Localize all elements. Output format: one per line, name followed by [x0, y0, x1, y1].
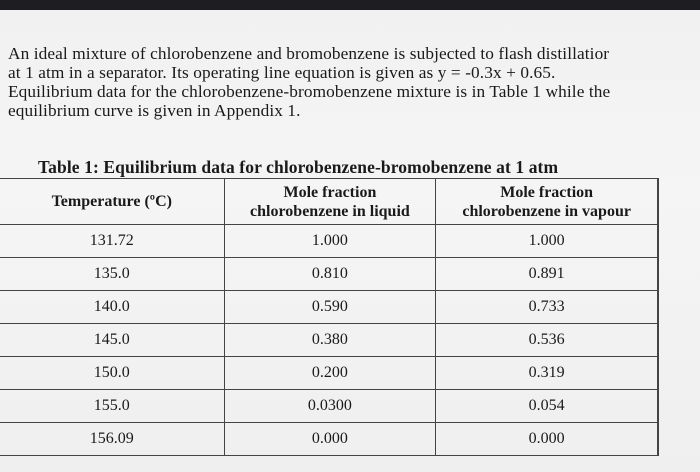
header-vapour-line2: chlorobenzene in vapour	[462, 202, 631, 220]
cell-vapour: 0.536	[436, 324, 658, 357]
problem-line: An ideal mixture of chlorobenzene and bromobenzene is subjected to flash distillatior	[8, 44, 610, 63]
header-liquid-line2: chlorobenzene in liquid	[250, 202, 410, 220]
table-row	[0, 225, 658, 258]
table-row	[0, 291, 658, 324]
header-vapour-line1: Mole fraction	[500, 183, 594, 201]
table-row	[0, 357, 658, 390]
cell-temperature: 150.0	[0, 357, 224, 390]
cell-temperature: 135.0	[0, 258, 224, 291]
problem-line: Equilibrium data for the chlorobenzene-bromobenzene mixture is in Table 1 while the	[8, 82, 611, 101]
equilibrium-table	[0, 178, 659, 456]
header-temperature-label: Temperature (ºC)	[51, 193, 172, 210]
cell-liquid: 0.0300	[224, 390, 436, 423]
table-row	[0, 324, 658, 357]
table-row	[0, 390, 658, 423]
table-caption: Table 1: Equilibrium data for chlorobenzene-bromobenzene at 1 atm	[38, 157, 559, 177]
cell-temperature: 131.72	[0, 225, 224, 258]
cell-temperature: 156.09	[0, 423, 224, 456]
cell-liquid: 0.590	[224, 291, 436, 324]
table-row	[0, 258, 658, 291]
cell-vapour: 0.000	[436, 423, 658, 456]
cell-vapour: 0.733	[436, 291, 658, 324]
problem-line: equilibrium curve is given in Appendix 1.	[8, 101, 301, 120]
cell-vapour: 0.319	[436, 357, 658, 390]
top-bezel	[0, 0, 700, 10]
cell-vapour: 0.054	[436, 390, 658, 423]
cell-liquid: 0.000	[224, 423, 436, 456]
cell-vapour: 1.000	[436, 225, 658, 258]
header-temperature	[0, 179, 224, 225]
table-row	[0, 423, 658, 456]
cell-liquid: 0.200	[224, 357, 436, 390]
header-liquid	[224, 179, 436, 225]
problem-line: at 1 atm in a separator. Its operating line equation is given as y = -0.3x + 0.65.	[8, 63, 556, 82]
problem-statement	[8, 44, 700, 120]
header-liquid-line1: Mole fraction	[283, 183, 377, 201]
cell-liquid: 0.810	[224, 258, 436, 291]
cell-liquid: 0.380	[224, 324, 436, 357]
cell-temperature: 140.0	[0, 291, 224, 324]
table-header-row	[0, 179, 658, 225]
cell-vapour: 0.891	[436, 258, 658, 291]
cell-temperature: 145.0	[0, 324, 224, 357]
cell-liquid: 1.000	[224, 225, 436, 258]
cell-temperature: 155.0	[0, 390, 224, 423]
header-vapour	[436, 179, 658, 225]
